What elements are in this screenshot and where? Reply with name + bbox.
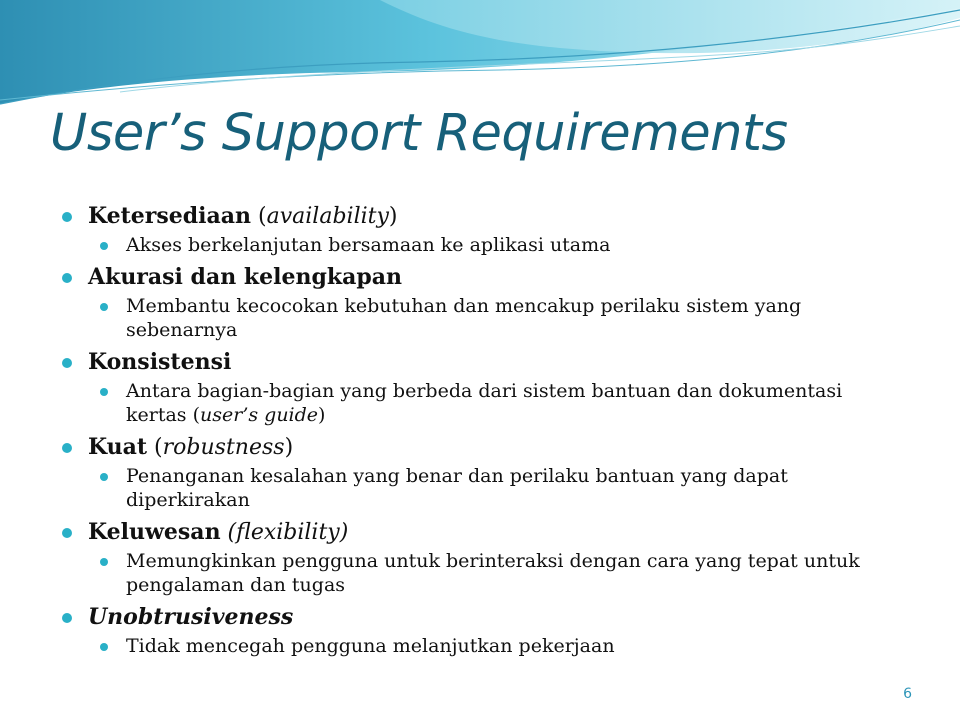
item-label: Konsistensi [88, 349, 232, 375]
item-paren-open: ( [220, 520, 237, 545]
item-label: Keluwesan [88, 519, 221, 545]
sub-list-item [100, 464, 886, 512]
sub-item-text: Membantu kecocokan kebutuhan dan mencakup perilaku sistem yang sebenarnya [126, 295, 802, 341]
sub-list-item [100, 634, 886, 658]
item-label: Ketersediaan [88, 203, 252, 229]
item-paren-open: ( [251, 204, 267, 229]
sub-list-item [100, 549, 886, 597]
list-item [62, 349, 892, 376]
item-term: availability [266, 204, 389, 229]
bullet-icon [62, 443, 72, 453]
sub-list-item [100, 294, 886, 342]
sub-list-item [100, 379, 886, 427]
item-label: Akurasi dan kelengkapan [88, 264, 402, 290]
sub-bullet-icon [100, 558, 108, 566]
list-item [62, 519, 892, 546]
slide-title: User’s Support Requirements [50, 104, 788, 163]
item-paren-close: ) [284, 435, 294, 460]
sub-item-text: Antara bagian-bagian yang berbeda dari sistem bantuan dan dokumentasi kertas ( [126, 380, 843, 426]
list-item [62, 434, 892, 461]
item-term: robustness [162, 435, 285, 460]
item-term: flexibility [236, 520, 340, 545]
bullet-list [62, 203, 892, 658]
sub-item-text: Akses berkelanjutan bersamaan ke aplikasi utama [126, 234, 611, 256]
sub-bullet-icon [100, 303, 108, 311]
bullet-icon [62, 358, 72, 368]
sub-item-text: Memungkinkan pengguna untuk berinteraksi dengan cara yang tepat untuk pengalaman dan tugas [126, 550, 860, 596]
page-number: 6 [903, 686, 912, 702]
sub-bullet-icon [100, 473, 108, 481]
header-wave-decoration [0, 0, 960, 120]
sub-item-text: Tidak mencegah pengguna melanjutkan pekerjaan [126, 635, 615, 657]
sub-bullet-icon [100, 242, 108, 250]
sub-item-term: user’s guide [200, 404, 319, 426]
list-item [62, 203, 892, 230]
bullet-icon [62, 273, 72, 283]
item-label: Unobtrusiveness [88, 604, 294, 630]
sub-bullet-icon [100, 643, 108, 651]
bullet-icon [62, 212, 72, 222]
item-paren-open: ( [147, 435, 163, 460]
item-paren-close: ) [339, 520, 349, 545]
list-item [62, 604, 892, 631]
sub-item-close: ) [318, 404, 326, 426]
list-item [62, 264, 892, 291]
sub-bullet-icon [100, 388, 108, 396]
sub-list-item [100, 233, 886, 257]
item-label: Kuat [88, 434, 148, 460]
sub-item-text: Penanganan kesalahan yang benar dan perilaku bantuan yang dapat diperkirakan [126, 465, 788, 511]
bullet-icon [62, 528, 72, 538]
item-paren-close: ) [388, 204, 398, 229]
bullet-icon [62, 613, 72, 623]
